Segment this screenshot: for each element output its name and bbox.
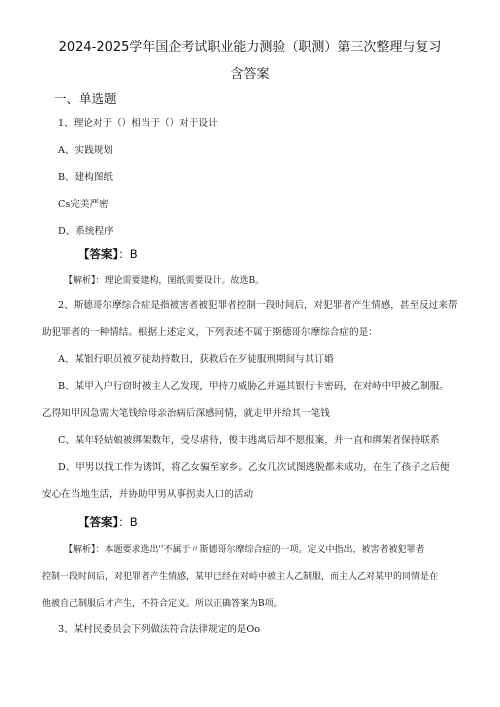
question-2-option-a: A、某银行职员被歹徒劫持数日，获救后在歹徒服刑期间与其订婚 bbox=[58, 354, 334, 365]
question-1-option-d: D、系统程序 bbox=[58, 226, 114, 237]
question-2-explanation-line-3: 他被自己制服后才产生，不符合定义。所以正确答案为B项。 bbox=[42, 599, 283, 609]
question-2-stem-line-1: 2、斯德哥尔摩综合症是指被害者被犯罪者控制一段时间后，对犯罪者产生情感，甚至反过来帮 bbox=[58, 300, 458, 311]
question-2-answer bbox=[78, 514, 138, 530]
question-1-option-a: A、实践规划 bbox=[58, 145, 113, 156]
document-title-line-2: 含答案 bbox=[230, 67, 270, 82]
question-2-option-c: C、某年轻姑娘被绑架数年，受尽虐待，俊丰逃离后却不愿报案，并一直和绑架者保持联系 bbox=[58, 435, 440, 446]
document-title-line-1: 2024-2025学年国企考试职业能力测验（职测）第三次整理与复习 bbox=[58, 40, 442, 55]
question-2-stem-line-2: 助犯罪者的一种情结。根据上述定义，下列表述不属于斯德哥尔摩综合症的是： bbox=[42, 327, 378, 338]
question-2-option-b-line-2: 乙得知甲因急需大笔钱给母亲治病后深感同情，就走甲并给其一笔钱 bbox=[42, 408, 330, 419]
question-2-explanation-line-2: 控制一段时间后，对犯罪者产生情感，某甲已经在对峙中被主人乙制服，而主人乙对某甲的同情是在 bbox=[42, 572, 439, 582]
answer-label: 【答案】 bbox=[78, 247, 119, 261]
question-1-stem: 1、理论对于（）相当于（）对于设计 bbox=[58, 118, 218, 129]
question-2-option-b-line-1: B、某甲入户行窃时被主人乙发现，甲持刀威胁乙并逼其银行卡密码，在对峙中甲被乙制服。 bbox=[58, 381, 449, 392]
answer-value: ：B bbox=[118, 515, 138, 529]
answer-label: 【答案】 bbox=[78, 515, 119, 529]
question-2-option-d-line-2: 安心在当地生活，并协助甲男从事拐卖人口的活动 bbox=[42, 489, 254, 500]
section-heading: 一、单选题 bbox=[54, 91, 117, 106]
question-3-stem: 3、某村民委员会下列做法符合法律规定的是Oo bbox=[58, 624, 261, 635]
question-2-option-d-line-1: D、甲男以找工作为诱饵，将乙女骗至家乡。乙女几次试图逃脱都未成功，在生了孩子之后便 bbox=[58, 462, 450, 473]
answer-value: ：B bbox=[118, 247, 138, 261]
question-1-answer bbox=[78, 246, 138, 262]
question-1-option-b: B、建构图纸 bbox=[58, 172, 114, 183]
question-2-explanation-line-1: 【解析】：本题要求选出''不属于〃斯德哥尔摩综合症的一项。定义中指出，被害者被犯罪者 bbox=[64, 545, 425, 555]
question-1-explanation: 【解析】：理论需要建构，图纸需要设计。故选B。 bbox=[64, 276, 265, 286]
question-1-option-c: Cs完美严密 bbox=[58, 199, 109, 210]
